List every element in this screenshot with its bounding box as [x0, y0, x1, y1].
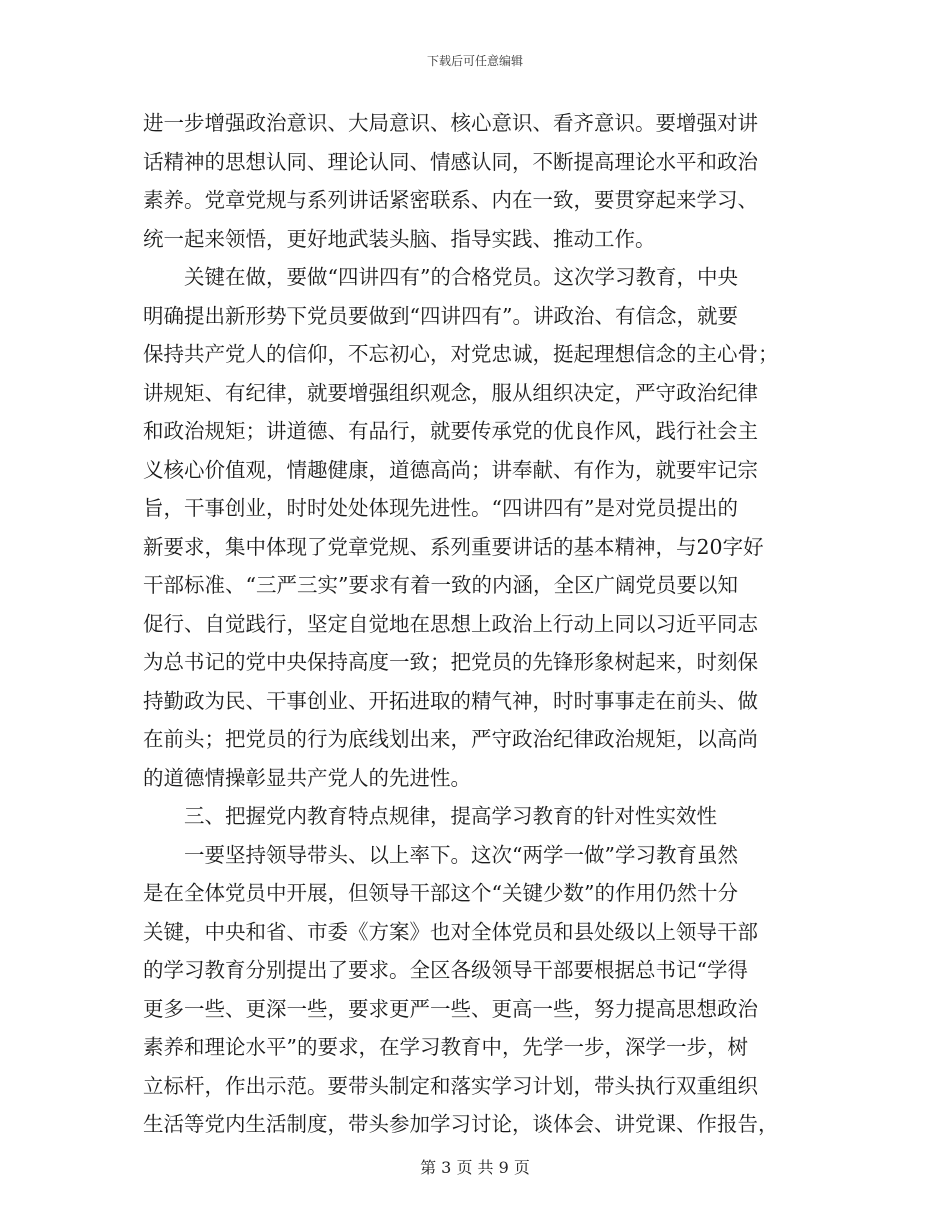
text-line: 关键，中央和省、市委《方案》也对全体党员和县处级以上领导干部 [143, 919, 758, 944]
text-line: 素养。党章党规与系列讲话紧密联系、内在一致，要贯穿起来学习、 [143, 188, 758, 212]
text-line: 一要坚持领导带头、以上率下。这次“两学一做”学习教育虽然 [184, 842, 738, 867]
text-line: 生活等党内生活制度，带头参加学习讨论，谈体会、讲党课、作报告， [143, 1112, 779, 1136]
text-line: 保持共产党人的信仰，不忘初心，对党忠诚，挺起理想信念的主心骨； [143, 342, 779, 366]
text-line: 立标杆，作出示范。要带头制定和落实学习计划，带头执行双重组织 [143, 1073, 758, 1098]
text-line: 进一步增强政治意识、大局意识、核心意识、看齐意识。要增强对讲 [143, 111, 758, 135]
text-line: 是在全体党员中开展，但领导干部这个“关键少数”的作用仍然十分 [143, 881, 738, 905]
text-line: 促行、自觉践行，坚定自觉地在思想上政治上行动上同以习近平同志 [143, 611, 758, 636]
text-line: 更多一些、更深一些，要求更严一些、更高一些，努力提高思想政治 [143, 996, 758, 1021]
text-line: 素养和理论水平”的要求，在学习教育中，先学一步，深学一步，树 [143, 1035, 748, 1059]
page-number: 第 3 页 共 9 页 [420, 1158, 530, 1177]
text-line: 关键在做，要做“四讲四有”的合格党员。这次学习教育，中央 [184, 265, 738, 289]
text-line: 明确提出新形势下党员要做到“四讲四有”。讲政治、有信念，就要 [143, 303, 738, 328]
text-line: 新要求，集中体现了党章党规、系列重要讲话的基本精神，与20字好 [143, 534, 764, 559]
text-line: 话精神的思想认同、理论认同、情感认同，不断提高理论水平和政治 [143, 149, 758, 174]
text-line: 讲规矩、有纪律，就要增强组织观念，服从组织决定，严守政治纪律 [143, 380, 758, 405]
text-line: 三、把握党内教育特点规律，提高学习教育的针对性实效性 [184, 804, 717, 828]
page-header-note: 下载后可任意编辑 [426, 54, 523, 68]
text-line: 统一起来领悟，更好地武装头脑、指导实践、推动工作。 [143, 226, 656, 251]
text-line: 的道德情操彰显共产党人的先进性。 [143, 765, 471, 790]
text-line: 和政治规矩；讲道德、有品行，就要传承党的优良作风，践行社会主 [143, 419, 758, 443]
text-line: 干部标准、“三严三实”要求有着一致的内涵，全区广阔党员要以知 [143, 573, 738, 597]
text-line: 为总书记的党中央保持高度一致；把党员的先锋形象树起来，时刻保 [143, 650, 758, 674]
document-body [143, 104, 808, 1144]
text-line: 义核心价值观，情趣健康，道德高尚；讲奉献、有作为，就要牢记宗 [143, 457, 758, 482]
text-line: 的学习教育分别提出了要求。全区各级领导干部要根据总书记“学得 [143, 958, 748, 982]
text-line: 持勤政为民、干事创业、开拓进取的精气神，时时事事走在前头、做 [143, 688, 758, 713]
text-line: 在前头；把党员的行为底线划出来，严守政治纪律政治规矩，以高尚 [143, 727, 758, 751]
text-line: 旨，干事创业，时时处处体现先进性。“四讲四有”是对党员提出的 [143, 496, 738, 520]
